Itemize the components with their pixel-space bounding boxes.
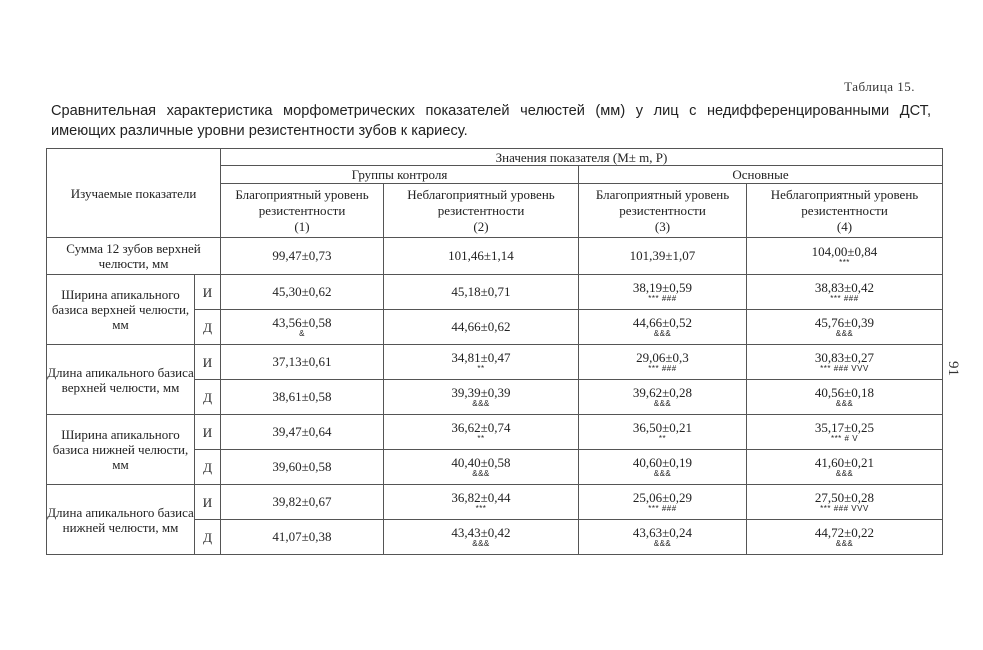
value-text: 37,13±0,61 — [272, 354, 332, 369]
significance-marks: &&& — [653, 469, 672, 478]
param-cell: Сумма 12 зубов верхней челюсти, мм — [47, 238, 221, 275]
value-cell — [221, 310, 384, 345]
value-cell — [221, 238, 384, 275]
value-text: 34,81±0,47 — [451, 350, 511, 365]
param-header: Изучаемые показатели — [70, 185, 197, 201]
column-header-1 — [221, 184, 384, 238]
value-text: 44,66±0,52 — [632, 315, 693, 330]
value-cell — [579, 415, 747, 450]
value-cell — [384, 345, 579, 380]
value-text: 40,56±0,18 — [814, 385, 875, 400]
significance-marks: *** ### — [830, 294, 859, 303]
value-cell — [747, 310, 943, 345]
param-cell: Длина апикального базиса верхней челюсти, мм — [47, 345, 195, 415]
side-cell: И — [195, 485, 221, 520]
significance-marks: ** — [658, 434, 667, 443]
values-header: Значения показателя (M± m, P) — [495, 149, 668, 165]
table-row — [47, 415, 943, 450]
significance-marks: *** ### — [648, 504, 677, 513]
table-row — [47, 275, 943, 310]
significance-marks: *** — [839, 258, 850, 267]
values-header-cell — [221, 149, 943, 166]
side-cell: Д — [195, 380, 221, 415]
value-text: 43,43±0,42 — [451, 525, 511, 540]
value-text: 38,19±0,59 — [632, 280, 693, 295]
significance-marks: &&& — [472, 469, 490, 478]
table-caption: Сравнительная характеристика морфометрических показателей челюстей (мм) у лиц с недифференцированными ДСТ, имеющих различные уровни резистентности зубов к кариесу. — [51, 103, 931, 139]
significance-marks: &&& — [835, 539, 854, 548]
significance-marks: &&& — [653, 539, 672, 548]
value-text: 38,61±0,58 — [272, 389, 332, 404]
significance-marks: &&& — [835, 469, 854, 478]
value-cell — [221, 450, 384, 485]
value-cell — [747, 345, 943, 380]
value-cell — [747, 380, 943, 415]
significance-marks: &&& — [835, 329, 854, 338]
value-text: 43,63±0,24 — [632, 525, 693, 540]
column-number: (3) — [654, 218, 671, 234]
column-label: Неблагоприятный уровень резистентности — [407, 186, 555, 218]
value-cell — [384, 310, 579, 345]
significance-marks: *** # V — [830, 434, 859, 443]
column-label: Благоприятный уровень резистентности — [595, 186, 730, 218]
value-text: 41,07±0,38 — [272, 529, 332, 544]
value-text: 39,39±0,39 — [451, 385, 511, 400]
value-cell — [384, 485, 579, 520]
value-text: 99,47±0,73 — [272, 248, 332, 263]
significance-marks: ** — [477, 434, 485, 443]
side-cell: Д — [195, 520, 221, 555]
value-text: 39,60±0,58 — [272, 459, 332, 474]
value-cell — [579, 238, 747, 275]
table-row — [47, 485, 943, 520]
column-label: Неблагоприятный уровень резистентности — [770, 186, 919, 218]
value-text: 40,60±0,19 — [632, 455, 693, 470]
side-cell: И — [195, 345, 221, 380]
param-cell: Ширина апикального базиса верхней челюсти, мм — [47, 275, 195, 345]
significance-marks: &&& — [653, 399, 672, 408]
column-header-2 — [384, 184, 579, 238]
significance-marks: ** — [477, 364, 485, 373]
side-cell: Д — [195, 310, 221, 345]
param-cell: Длина апикального базиса нижней челюсти, мм — [47, 485, 195, 555]
param-header-cell — [47, 149, 221, 238]
value-cell — [221, 415, 384, 450]
value-cell — [747, 238, 943, 275]
group-main-label: Основные — [732, 167, 789, 182]
value-cell — [747, 485, 943, 520]
table-number: Таблица 15. — [844, 79, 915, 94]
value-text: 29,06±0,3 — [636, 350, 689, 365]
value-cell — [579, 345, 747, 380]
value-cell — [579, 520, 747, 555]
value-cell — [221, 345, 384, 380]
significance-marks: &&& — [653, 329, 672, 338]
value-text: 39,47±0,64 — [272, 424, 332, 439]
value-text: 25,06±0,29 — [632, 490, 693, 505]
value-cell — [579, 310, 747, 345]
value-text: 45,76±0,39 — [814, 315, 875, 330]
column-header-3 — [579, 184, 747, 238]
value-text: 45,18±0,71 — [451, 284, 511, 299]
value-cell — [221, 275, 384, 310]
value-cell — [579, 275, 747, 310]
column-number: (1) — [294, 218, 310, 234]
value-cell — [384, 450, 579, 485]
value-text: 36,82±0,44 — [451, 490, 511, 505]
column-number: (2) — [473, 218, 489, 234]
value-text: 101,39±1,07 — [629, 248, 696, 263]
column-number: (4) — [836, 218, 853, 234]
value-text: 41,60±0,21 — [814, 455, 875, 470]
column-header-4 — [747, 184, 943, 238]
value-cell — [384, 275, 579, 310]
significance-marks: *** ### — [648, 364, 677, 373]
value-cell — [747, 275, 943, 310]
side-cell: Д — [195, 450, 221, 485]
group-control-header — [221, 166, 579, 184]
side-cell: И — [195, 415, 221, 450]
significance-marks: &&& — [472, 399, 490, 408]
value-cell — [747, 415, 943, 450]
value-text: 36,50±0,21 — [632, 420, 693, 435]
value-cell — [384, 238, 579, 275]
value-text: 104,00±0,84 — [811, 244, 878, 259]
value-cell — [579, 380, 747, 415]
value-cell — [747, 450, 943, 485]
value-text: 101,46±1,14 — [448, 248, 514, 263]
value-text: 45,30±0,62 — [272, 284, 332, 299]
value-text: 43,56±0,58 — [272, 315, 332, 330]
significance-marks: *** ### VVV — [820, 364, 869, 373]
value-cell — [221, 485, 384, 520]
value-cell — [384, 415, 579, 450]
significance-marks: & — [299, 329, 305, 338]
side-cell: И — [195, 275, 221, 310]
value-cell — [221, 380, 384, 415]
page-number: 91 — [945, 361, 961, 376]
value-text: 44,66±0,62 — [451, 319, 511, 334]
value-text: 39,82±0,67 — [272, 494, 332, 509]
value-text: 30,83±0,27 — [814, 350, 875, 365]
value-text: 39,62±0,28 — [632, 385, 693, 400]
significance-marks: &&& — [472, 539, 490, 548]
value-cell — [221, 520, 384, 555]
value-text: 38,83±0,42 — [814, 280, 875, 295]
significance-marks: *** ### VVV — [820, 504, 869, 513]
significance-marks: *** — [475, 504, 487, 513]
group-control-label: Группы контроля — [351, 167, 448, 182]
value-cell — [384, 520, 579, 555]
value-text: 44,72±0,22 — [814, 525, 875, 540]
group-main-header — [579, 166, 943, 184]
value-text: 35,17±0,25 — [814, 420, 875, 435]
value-cell — [579, 485, 747, 520]
significance-marks: &&& — [835, 399, 854, 408]
data-table — [46, 148, 943, 555]
table-row — [47, 238, 943, 275]
table-row — [47, 345, 943, 380]
significance-marks: *** ### — [648, 294, 677, 303]
column-label: Благоприятный уровень резистентности — [235, 186, 369, 218]
param-cell: Ширина апикального базиса нижней челюсти, мм — [47, 415, 195, 485]
value-cell — [747, 520, 943, 555]
value-text: 36,62±0,74 — [451, 420, 511, 435]
value-cell — [384, 380, 579, 415]
value-text: 27,50±0,28 — [814, 490, 875, 505]
value-text: 40,40±0,58 — [451, 455, 511, 470]
value-cell — [579, 450, 747, 485]
